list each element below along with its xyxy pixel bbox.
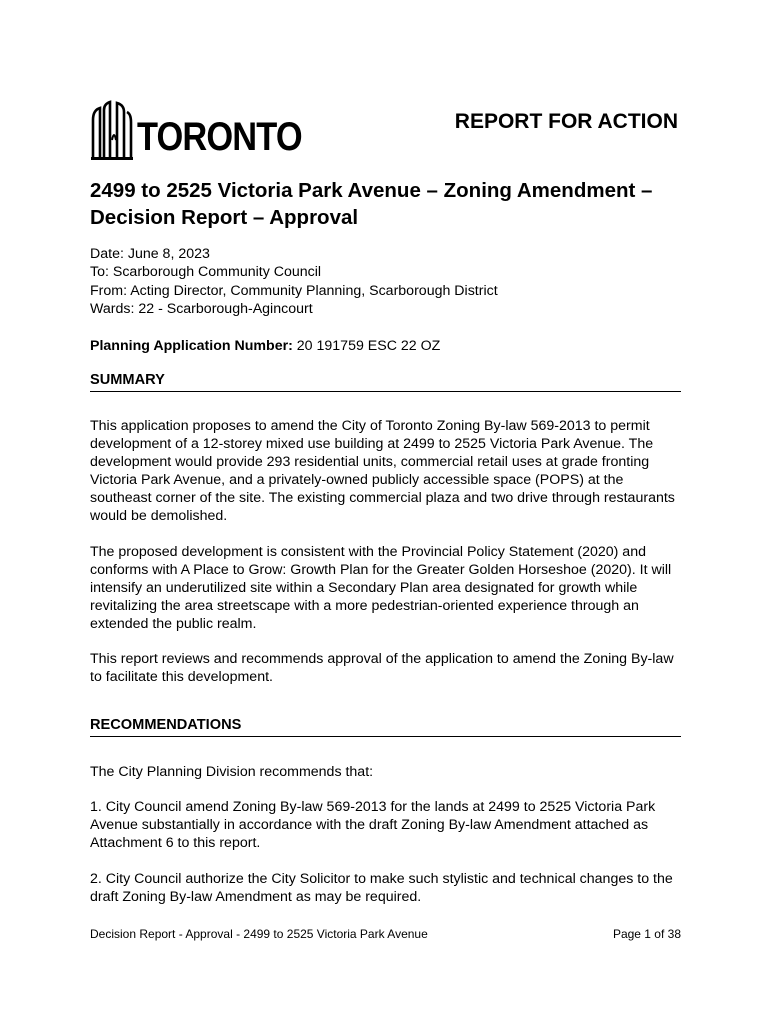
recommendation-item: 2. City Council authorize the City Solicitor to make such stylistic and technical changes to the draft Zoning By-law Amendment as may be required.	[90, 871, 673, 906]
recommendation-item: 1. City Council amend Zoning By-law 569-2013 for the lands at 2499 to 2525 Victoria Park Avenue substantially in accordance with the draft Zoning By-law Amendment attached as Attachment 6 to this report.	[90, 799, 656, 852]
report-from: From: Acting Director, Community Planning, Scarborough District	[90, 282, 498, 299]
city-hall-icon	[90, 100, 134, 160]
report-to: To: Scarborough Community Council	[90, 264, 322, 281]
logo-wordmark: TORONTO	[137, 115, 302, 159]
summary-paragraph: This report reviews and recommends approval of the application to amend the Zoning By-law to facilitate this development.	[90, 651, 674, 686]
footer-document-title: Decision Report - Approval - 2499 to 2525 Victoria Park Avenue	[90, 927, 428, 941]
report-type-label: REPORT FOR ACTION	[454, 110, 678, 133]
report-wards: Wards: 22 - Scarborough-Agincourt	[90, 301, 313, 318]
recommendations-intro: The City Planning Division recommends that:	[90, 764, 374, 780]
report-date: Date: June 8, 2023	[90, 246, 210, 262]
city-logo	[90, 98, 329, 160]
summary-heading: SUMMARY	[90, 371, 681, 392]
report-metadata	[90, 245, 498, 319]
report-title: 2499 to 2525 Victoria Park Avenue – Zoning Amendment – Decision Report – Approval	[90, 179, 653, 229]
footer-page-number: Page 1 of 38	[612, 927, 681, 941]
application-number-label: Planning Application Number:	[90, 338, 293, 354]
recommendations-heading: RECOMMENDATIONS	[90, 716, 681, 737]
application-number-value: 20 191759 ESC 22 OZ	[292, 338, 441, 354]
application-number	[90, 337, 440, 355]
summary-paragraph: This application proposes to amend the City of Toronto Zoning By-law 569-2013 to permit development of a 12-storey mixed use building at 2499 to 2525 Victoria Park Avenue. The development would provide 293 residential units, commercial retail uses at grade fronting Victoria Park Avenue, and a privately-owned publicly accessible space (POPS) at the southeast corner of the site. The existing commercial plaza and two drive through restaurants would be demolished.	[90, 418, 675, 525]
summary-paragraph: The proposed development is consistent with the Provincial Policy Statement (2020) and conforms with A Place to Grow: Growth Plan for the Greater Golden Horseshoe (2020). It will intensify an underutilized site within a Secondary Plan area designated for growth while revitalizing the area streetscape with a more pedestrian-oriented experience through an extended the public realm.	[90, 544, 672, 633]
